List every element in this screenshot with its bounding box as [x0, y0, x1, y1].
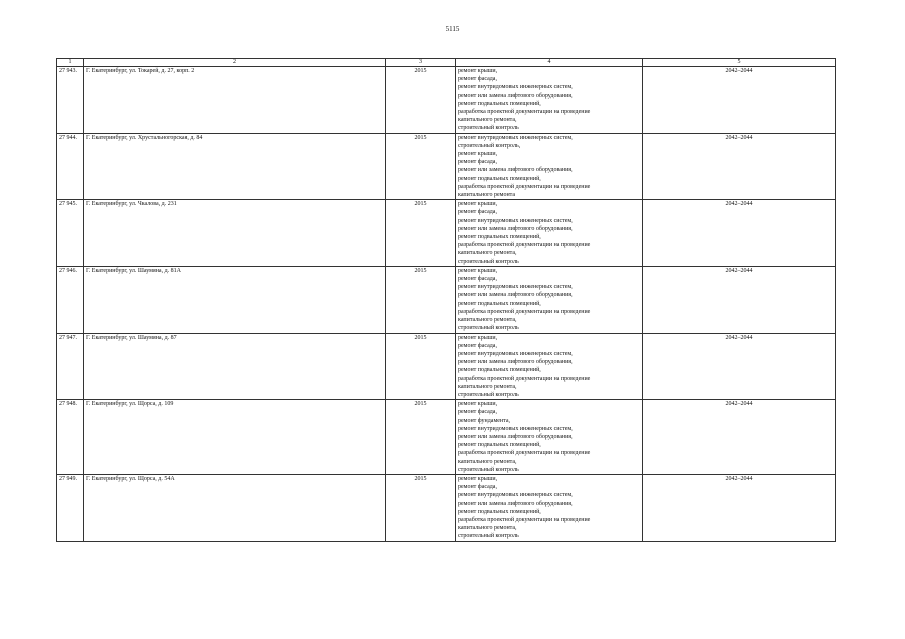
row-period: 2042–2044 — [643, 474, 836, 541]
table-row — [57, 474, 836, 541]
work-item: ремонт или замена лифтового оборудования, — [458, 92, 573, 99]
row-works — [456, 474, 643, 541]
row-works — [456, 400, 643, 475]
work-item: ремонт крыши, — [458, 201, 498, 208]
table-row — [57, 67, 836, 134]
work-item: ремонт или замена лифтового оборудования, — [458, 225, 573, 232]
row-address: Г. Екатеринбург, ул. Щорса, д. 109 — [84, 400, 386, 475]
work-item: капитального ремонта, — [458, 250, 517, 257]
row-number: 27 949. — [57, 474, 84, 541]
row-year: 2015 — [386, 333, 456, 400]
row-address: Г. Екатеринбург, ул. Чкалова, д. 231 — [84, 200, 386, 267]
work-item: капитального ремонта, — [458, 317, 517, 324]
table-row — [57, 133, 836, 200]
work-item: ремонт или замена лифтового оборудования, — [458, 359, 573, 366]
work-item: капитального ремонта, — [458, 383, 517, 390]
work-item: капитального ремонта, — [458, 458, 517, 465]
row-address: Г. Екатеринбург, ул. Токарей, д. 27, корп. 2 — [84, 67, 386, 134]
row-period: 2042–2044 — [643, 400, 836, 475]
row-number: 27 943. — [57, 67, 84, 134]
table-row — [57, 266, 836, 333]
work-item: ремонт фасада, — [458, 159, 497, 166]
work-item: ремонт фасада, — [458, 342, 497, 349]
row-works — [456, 67, 643, 134]
work-item: разработка проектной документации на проведение — [458, 308, 591, 315]
work-item: ремонт крыши, — [458, 401, 498, 408]
column-header-3: 3 — [386, 59, 456, 67]
row-number: 27 947. — [57, 333, 84, 400]
work-item: строительный контроль — [458, 258, 519, 265]
work-item: ремонт подвальных помещений, — [458, 367, 541, 374]
work-item: капитального ремонта, — [458, 117, 517, 124]
work-item: ремонт фундамента, — [458, 417, 510, 424]
work-item: ремонт крыши, — [458, 267, 498, 274]
work-item: разработка проектной документации на проведение — [458, 450, 591, 457]
work-item: ремонт внутридомовых инженерных систем, — [458, 425, 573, 432]
work-item: ремонт подвальных помещений, — [458, 508, 541, 515]
work-item: ремонт фасада, — [458, 484, 497, 491]
row-works — [456, 266, 643, 333]
work-item: ремонт крыши, — [458, 334, 498, 341]
row-year: 2015 — [386, 200, 456, 267]
table-header-row — [57, 59, 836, 67]
work-item: ремонт фасада, — [458, 409, 497, 416]
work-item: ремонт или замена лифтового оборудования, — [458, 167, 573, 174]
column-header-4: 4 — [456, 59, 643, 67]
work-item: ремонт подвальных помещений, — [458, 442, 541, 449]
row-year: 2015 — [386, 400, 456, 475]
work-item: ремонт внутридомовых инженерных систем, — [458, 350, 573, 357]
row-number: 27 944. — [57, 133, 84, 200]
table-row — [57, 400, 836, 475]
row-period: 2042–2044 — [643, 67, 836, 134]
work-item: ремонт или замена лифтового оборудования, — [458, 500, 573, 507]
row-period: 2042–2044 — [643, 266, 836, 333]
table-row — [57, 200, 836, 267]
work-item: строительный контроль — [458, 466, 519, 473]
work-item: строительный контроль — [458, 533, 519, 540]
work-item: ремонт крыши, — [458, 475, 498, 482]
work-item: разработка проектной документации на проведение — [458, 183, 591, 190]
row-period: 2042–2044 — [643, 200, 836, 267]
column-header-1: 1 — [57, 59, 84, 67]
row-number: 27 945. — [57, 200, 84, 267]
work-item: разработка проектной документации на проведение — [458, 375, 591, 382]
work-item: ремонт внутридомовых инженерных систем, — [458, 284, 573, 291]
work-item: ремонт подвальных помещений, — [458, 175, 541, 182]
work-item: строительный контроль, — [458, 142, 521, 149]
work-item: разработка проектной документации на проведение — [458, 516, 591, 523]
table-row — [57, 333, 836, 400]
work-item: капитального ремонта, — [458, 525, 517, 532]
column-header-2: 2 — [84, 59, 386, 67]
work-item: строительный контроль — [458, 391, 519, 398]
row-year: 2015 — [386, 266, 456, 333]
row-number: 27 946. — [57, 266, 84, 333]
work-item: ремонт внутридомовых инженерных систем, — [458, 134, 573, 141]
work-item: ремонт или замена лифтового оборудования, — [458, 433, 573, 440]
work-item: ремонт крыши, — [458, 68, 498, 74]
row-address: Г. Екатеринбург, ул. Шаумяна, д. 87 — [84, 333, 386, 400]
work-item: ремонт подвальных помещений, — [458, 100, 541, 107]
work-item: ремонт фасада, — [458, 76, 497, 83]
page-number: 5115 — [445, 25, 460, 33]
row-year: 2015 — [386, 133, 456, 200]
row-period: 2042–2044 — [643, 133, 836, 200]
work-item: ремонт подвальных помещений, — [458, 300, 541, 307]
work-item: ремонт фасада, — [458, 276, 497, 283]
row-works — [456, 333, 643, 400]
work-item: ремонт внутридомовых инженерных систем, — [458, 492, 573, 499]
row-works — [456, 133, 643, 200]
work-item: строительный контроль — [458, 125, 519, 132]
row-address: Г. Екатеринбург, ул. Хрустальногорская, д. 84 — [84, 133, 386, 200]
row-works — [456, 200, 643, 267]
work-item: ремонт внутридомовых инженерных систем, — [458, 84, 573, 91]
row-address: Г. Екатеринбург, ул. Шаумяна, д. 81А — [84, 266, 386, 333]
work-item: строительный контроль — [458, 325, 519, 332]
row-number: 27 948. — [57, 400, 84, 475]
work-item: ремонт подвальных помещений, — [458, 234, 541, 241]
row-year: 2015 — [386, 474, 456, 541]
work-item: ремонт или замена лифтового оборудования, — [458, 292, 573, 299]
column-header-5: 5 — [643, 59, 836, 67]
work-item: ремонт внутридомовых инженерных систем, — [458, 217, 573, 224]
row-year: 2015 — [386, 67, 456, 134]
row-period: 2042–2044 — [643, 333, 836, 400]
work-item: разработка проектной документации на проведение — [458, 109, 591, 116]
table-body — [57, 67, 836, 542]
work-item: разработка проектной документации на проведение — [458, 242, 591, 249]
work-item: капитального ремонта — [458, 192, 516, 199]
row-address: Г. Екатеринбург, ул. Щорса, д. 54А — [84, 474, 386, 541]
work-item: ремонт крыши, — [458, 151, 498, 158]
capital-repair-table — [56, 58, 836, 542]
work-item: ремонт фасада, — [458, 209, 497, 216]
